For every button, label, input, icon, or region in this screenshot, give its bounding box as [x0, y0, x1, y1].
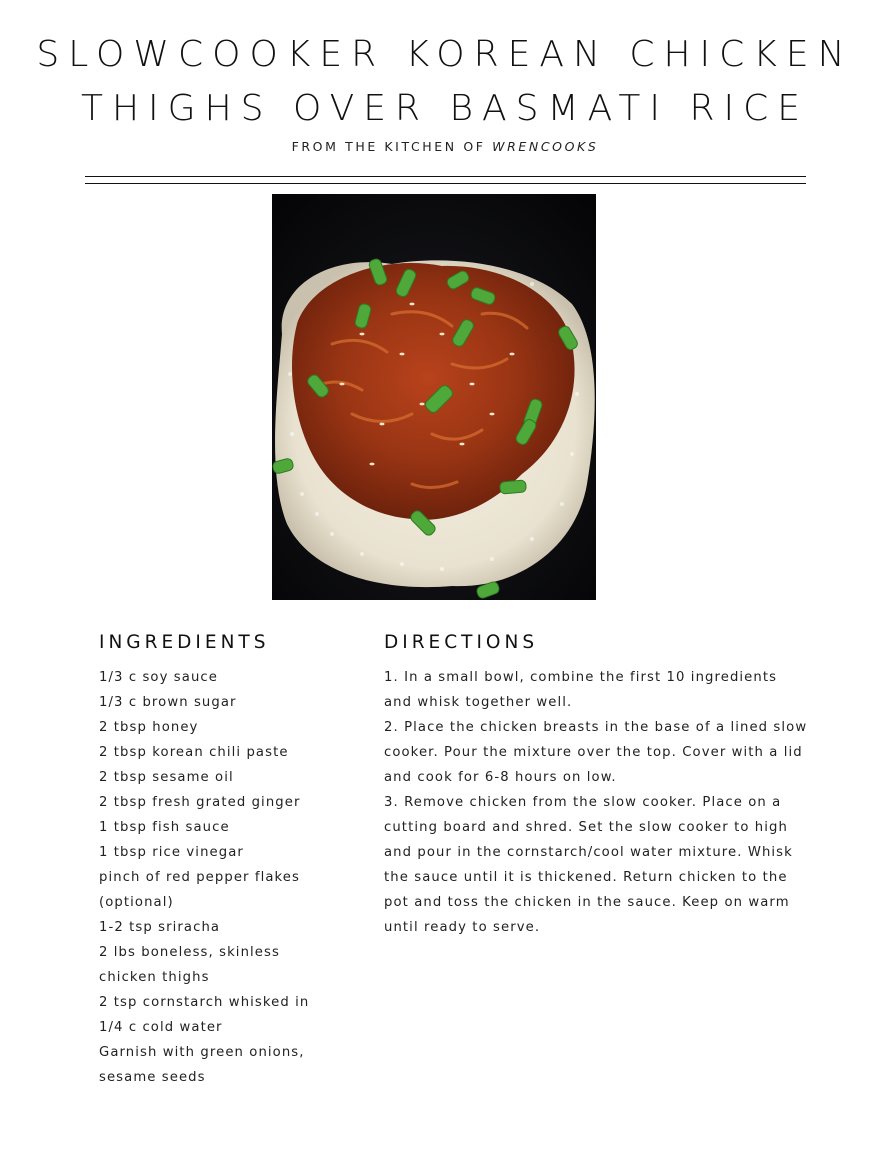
direction-step: 2. Place the chicken breasts in the base of a lined slow cooker. Pour the mixture over the top. Cover with a lid and cook for 6-8 hours on low. — [384, 720, 808, 785]
ingredient-item: 2 tbsp sesame oil — [99, 770, 234, 785]
ingredient-item: 1-2 tsp sriracha — [99, 920, 221, 935]
ingredient-item: 1 tbsp rice vinegar — [99, 845, 244, 860]
recipe-title-line-2: THIGHS OVER BASMATI RICE — [81, 88, 809, 129]
direction-step: 1. In a small bowl, combine the first 10 ingredients and whisk together well. — [384, 670, 778, 710]
ingredient-item: 1/3 c soy sauce — [99, 670, 218, 685]
byline — [0, 139, 890, 154]
ingredient-item: 1 tbsp fish sauce — [99, 820, 230, 835]
direction-step: 3. Remove chicken from the slow cooker. Place on a cutting board and shred. Set the slow cooker to high and pour in the cornstarch/cool water mixture. Whisk the sauce until it is thickened. Return chicken to the pot and toss the chicken in the sauce. Keep on warm until ready to serve. — [384, 795, 793, 935]
ingredients-list — [99, 665, 331, 1090]
directions-heading: DIRECTIONS — [384, 632, 539, 653]
recipe-title — [0, 28, 890, 136]
ingredient-item: Garnish with green onions, sesame seeds — [99, 1045, 305, 1085]
dish-photo — [272, 194, 596, 600]
byline-author: WRENCOOKS — [492, 139, 599, 154]
header-divider-bottom — [85, 183, 806, 184]
ingredient-item: pinch of red pepper flakes (optional) — [99, 870, 300, 910]
dish-photo-illustration — [272, 194, 596, 600]
ingredient-item: 2 lbs boneless, skinless chicken thighs — [99, 945, 280, 985]
header-divider-top — [85, 176, 806, 177]
ingredient-item: 2 tbsp fresh grated ginger — [99, 795, 301, 810]
ingredients-heading: INGREDIENTS — [99, 632, 270, 653]
ingredient-item: 1/3 c brown sugar — [99, 695, 237, 710]
ingredient-item: 2 tbsp honey — [99, 720, 199, 735]
recipe-title-line-1: SLOWCOOKER KOREAN CHICKEN — [36, 34, 854, 75]
ingredient-item: 2 tsp cornstarch whisked in 1/4 c cold water — [99, 995, 310, 1035]
byline-prefix: FROM THE KITCHEN OF — [291, 139, 486, 154]
directions-list — [384, 665, 809, 940]
ingredient-item: 2 tbsp korean chili paste — [99, 745, 289, 760]
